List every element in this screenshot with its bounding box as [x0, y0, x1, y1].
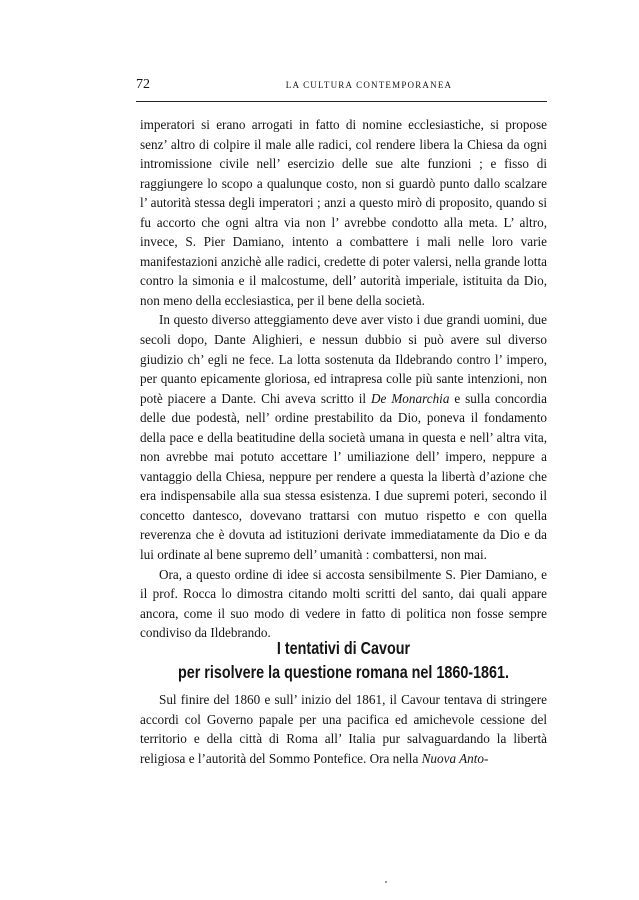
paragraph	[140, 310, 547, 564]
paragraph-text: e sulla concordia delle due podestà, nell’ ordine prestabilito da Dio, poneva il fondamento della pace e della beatitudine della società umana in questa e nell’ altra vita, non avrebbe mai potuto accettare l’ umiliazione dell’ impero, neppure a vantaggio della Chiesa, neppure per rendere a questa la libertà d’azione che era indispensabile alla sua stessa esistenza. I due supremi poteri, secondo il concetto dantesco, dovevano trattarsi con mutuo rispetto e con quella reverenza che è dovuta ad istituzioni derivate immediatamente da Dio e da lui ordinate al bene supremo dell’ umanità : combattersi, non mai.	[140, 390, 547, 563]
italic-text: De Monarchia	[371, 390, 450, 406]
page-header	[136, 77, 547, 93]
section-title-line-2: per risolvere la questione romana nel 1860-1861.	[177, 662, 509, 682]
paragraph	[140, 565, 547, 643]
page-number: 72	[136, 77, 150, 92]
paragraph-text: imperatori si erano arrogati in fatto di nomine ecclesiastiche, si propose senz’ altro di colpire il male alle radici, col rendere libera la Chiesa da ogni intromissione civile nell’ esercizio delle sue alte funzioni ; e fisso di raggiungere lo scopo a qualunque costo, non si guardò punto dallo scalzare l’ autorità stessa degli imperatori ; anzi a questo mirò di proposito, quando si fu accorto che ogni altra via non l’ avrebbe condotto alla meta. L’ altro, invece, S. Pier Damiano, intento a combattere i mali nelle loro varie manifestazioni anzichè alle radici, credette di poter valersi, nella grande lotta contro la simonia e il malcostume, dell’ autorità imperiale, istituita da Dio, non meno della ecclesiastica, per il bene della società.	[140, 117, 547, 308]
header-rule	[136, 101, 547, 102]
section-body-text	[140, 690, 547, 768]
italic-text: Nuova Anto-	[421, 750, 489, 766]
paragraph-text: In questo diverso atteggiamento deve aver visto i due grandi uomini, due secoli dopo, Dante Alighieri, e nessun dubbio si può avere sul diverso giudizio ch’ egli ne fece. La lotta sostenuta da Ildebrando contro l’ impero, per quanto epicamente gloriosa, ed intrapresa colle più sante intenzioni, non potè piacere a Dante. Chi aveva scritto il	[140, 312, 547, 406]
section-title	[177, 636, 511, 684]
page-speck	[385, 881, 387, 883]
paragraph-text: Sul finire del 1860 e sull’ inizio del 1861, il Cavour tentava di stringere accordi col Governo papale per una pacifica ed amichevole cessione del territorio e della città di Roma all’ Italia pur salvaguardando la libertà religiosa e l’autorità del Sommo Pontefice. Ora nella	[140, 692, 547, 766]
running-title: LA CULTURA CONTEMPORANEA	[285, 80, 453, 90]
paragraph-text: Ora, a questo ordine di idee si accosta sensibilmente S. Pier Damiano, e il prof. Rocca lo dimostra citando molti scritti del santo, dai quali appare ancora, come il suo modo di vedere in fatto di politica non fosse sempre condiviso da Ildebrando.	[140, 566, 547, 641]
body-text	[140, 115, 547, 643]
paragraph	[140, 115, 547, 310]
section-title-line-1: I tentativi di Cavour	[276, 638, 411, 658]
paragraph	[140, 690, 547, 768]
